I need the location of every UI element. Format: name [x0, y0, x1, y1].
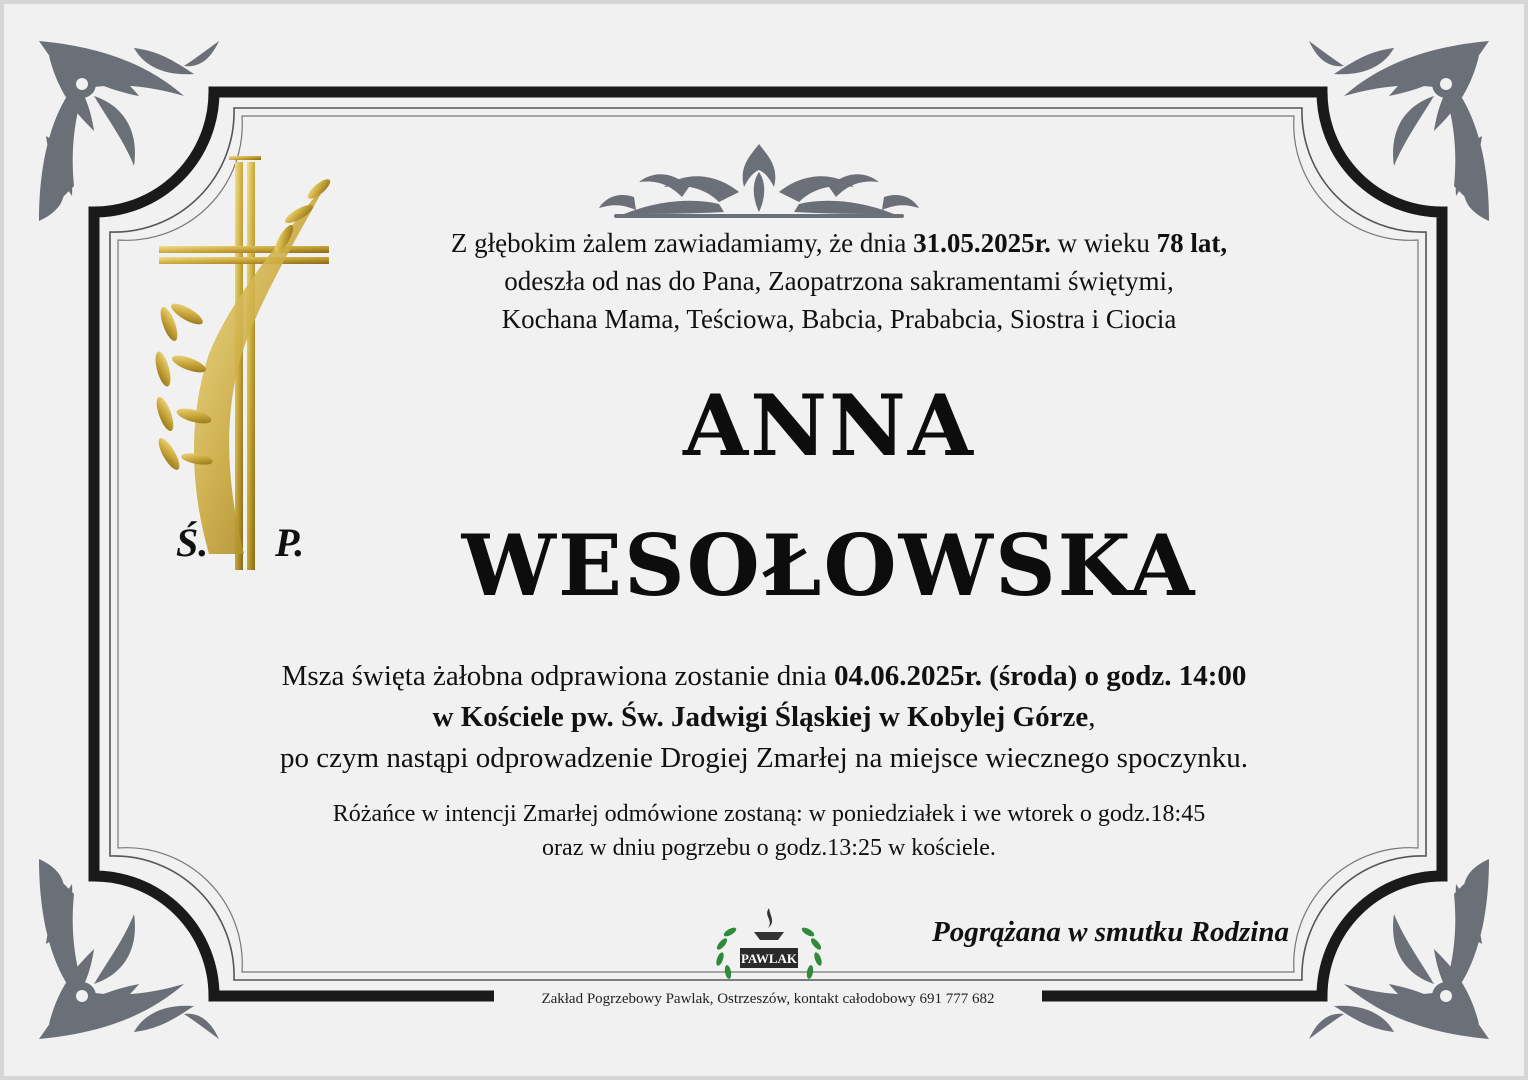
sp-initial-s: Ś. — [176, 520, 209, 565]
rosary-info — [234, 797, 1304, 865]
floral-ornament-icon — [34, 854, 224, 1044]
intro-text-age-label: w wieku — [1050, 228, 1157, 258]
rosary-line-2: oraz w dniu pogrzebu o godz.13:25 w kościele. — [542, 835, 996, 861]
mass-datetime: 04.06.2025r. (środa) o godz. 14:00 — [833, 660, 1247, 692]
sp-initial-p: P. — [275, 520, 305, 565]
mass-text: Msza święta żałobna odprawiona zostanie dnia — [281, 660, 834, 692]
mass-line-1 — [204, 656, 1324, 697]
corner-ornament-bottom-left — [34, 854, 224, 1044]
intro-line-1 — [334, 224, 1344, 262]
mass-place: w Kościele pw. Św. Jadwigi Śląskiej w Kobylej Górze — [432, 701, 1089, 733]
rosary-line-1: Różańce w intencji Zmarłej odmówione zostaną: w poniedziałek i we wtorek o godz.18:45 — [332, 801, 1206, 827]
intro-line-3: Kochana Mama, Teściowa, Babcia, Prababcia, Siostra i Ciocia — [501, 304, 1177, 334]
logo-text: PAWLAK — [740, 951, 798, 966]
mass-line-2 — [204, 697, 1324, 738]
family-signature: Pogrążana w smutku Rodzina — [932, 916, 1289, 948]
floral-ornament-icon — [1304, 854, 1494, 1044]
deceased-last-name: WESOŁOWSKA — [461, 516, 1197, 615]
mass-comma: , — [1088, 701, 1096, 733]
floral-ornament-icon — [1304, 36, 1494, 226]
intro-text: Z głębokim żalem zawiadamiamy, że dnia — [450, 228, 914, 258]
mass-line-3: po czym nastąpi odprowadzenie Drogiej Zmarłej na miejsce wiecznego spoczynku. — [280, 742, 1248, 774]
mass-info — [204, 656, 1324, 779]
gold-cross-icon — [149, 154, 349, 574]
top-filigree-ornament-icon — [594, 142, 924, 222]
age: 78 lat, — [1156, 228, 1228, 258]
funeral-home-footer: Zakład Pogrzebowy Pawlak, Ostrzeszów, kontakt całodobowy 691 777 682 — [494, 988, 1042, 1010]
intro-line-2: odeszła od nas do Pana, Zaopatrzona sakramentami świętymi, — [504, 266, 1174, 296]
pawlak-logo — [710, 904, 828, 986]
corner-ornament-bottom-right — [1304, 854, 1494, 1044]
death-date: 31.05.2025r. — [913, 228, 1051, 258]
announcement-intro — [334, 224, 1344, 338]
deceased-first-name: ANNA — [683, 376, 975, 475]
corner-ornament-top-right — [1304, 36, 1494, 226]
